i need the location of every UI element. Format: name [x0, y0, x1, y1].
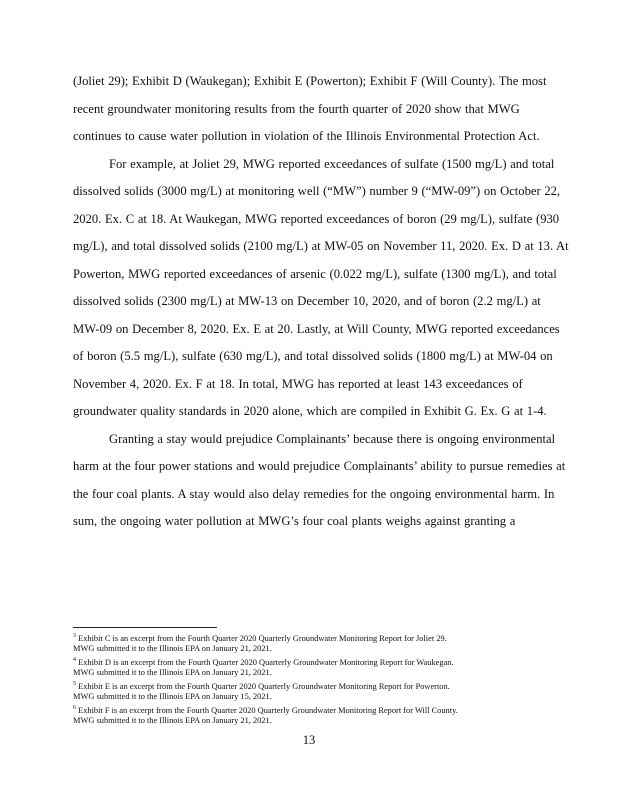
body-line: recent groundwater monitoring results from the fourth quarter of 2020 show that MWG: [73, 101, 520, 116]
footnote: [73, 679, 573, 703]
footnote-marker: 4: [73, 656, 76, 663]
body-line: dissolved solids (2300 mg/L) at MW-13 on December 10, 2020, and of boron (2.2 mg/L) at: [73, 294, 541, 308]
body-line: MW-09 on December 8, 2020. Ex. E at 20. Lastly, at Will County, MWG reported exceedances: [73, 321, 560, 336]
body-line: For example, at Joliet 29, MWG reported exceedances of sulfate (1500 mg/L) and total: [109, 156, 555, 171]
footnote-text: Exhibit D is an excerpt from the Fourth Quarter 2020 Quarterly Groundwater Monitoring Report for Waukegan.: [78, 657, 454, 667]
body-line: mg/L), and total dissolved solids (2100 mg/L) at MW-05 on November 11, 2020. Ex. D at 13. At: [73, 239, 569, 253]
footnote-line: [73, 655, 573, 668]
body-line: Granting a stay would prejudice Complainants’ because there is ongoing environmental: [109, 431, 556, 446]
footnote-text: Exhibit F is an excerpt from the Fourth Quarter 2020 Quarterly Groundwater Monitoring Report for Will County.: [78, 705, 458, 715]
body-line: November 4, 2020. Ex. F at 18. In total, MWG has reported at least 143 exceedances of: [73, 376, 523, 391]
body-line: 2020. Ex. C at 18. At Waukegan, MWG reported exceedances of boron (29 mg/L), sulfate (930: [73, 211, 560, 226]
body-line: of boron (5.5 mg/L), sulfate (630 mg/L), and total dissolved solids (1800 mg/L) at MW-04 on: [73, 349, 553, 363]
body-line: continues to cause water pollution in violation of the Illinois Environmental Protection Act.: [73, 129, 540, 143]
footnote: [73, 655, 573, 679]
footnote-line: MWG submitted it to the Illinois EPA on January 21, 2021.: [73, 668, 272, 678]
footnote-text: Exhibit E is an excerpt from the Fourth Quarter 2020 Quarterly Groundwater Monitoring Report for Powerton.: [78, 681, 450, 691]
footnote-separator: [73, 627, 217, 628]
footnote-marker: 3: [73, 633, 76, 639]
footnote-marker: 5: [73, 680, 76, 687]
footnote: [73, 703, 573, 727]
footnote-line: [73, 703, 573, 716]
footnote-line: MWG submitted it to the Illinois EPA on January 15, 2021.: [73, 692, 272, 702]
footnote-line: MWG submitted it to the Illinois EPA on January 21, 2021.: [73, 716, 272, 726]
footnote-line: [73, 631, 573, 644]
body-line: (Joliet 29); Exhibit D (Waukegan); Exhibit E (Powerton); Exhibit F (Will County). The most: [73, 74, 547, 88]
body-text: [73, 68, 595, 536]
footnote: [73, 631, 573, 655]
footnote-line: MWG submitted it to the Illinois EPA on January 21, 2021.: [73, 644, 272, 654]
footnote-line: [73, 679, 573, 692]
page-number: 13: [302, 733, 316, 747]
body-line: sum, the ongoing water pollution at MWG’s four coal plants weighs against granting a: [73, 514, 516, 528]
footnotes: [73, 631, 573, 727]
body-line: the four coal plants. A stay would also delay remedies for the ongoing environmental harm. In: [73, 486, 555, 501]
body-line: groundwater quality standards in 2020 alone, which are compiled in Exhibit G. Ex. G at 1-4.: [73, 404, 547, 418]
body-line: harm at the four power stations and would prejudice Complainants’ ability to pursue remedies at: [73, 459, 566, 473]
footnote-text: Exhibit C is an excerpt from the Fourth Quarter 2020 Quarterly Groundwater Monitoring Report for Joliet 29.: [78, 633, 447, 643]
body-line: dissolved solids (3000 mg/L) at monitoring well (“MW”) number 9 (“MW-09”) on October 22,: [73, 184, 561, 198]
body-line: Powerton, MWG reported exceedances of arsenic (0.022 mg/L), sulfate (1300 mg/L), and total: [73, 266, 557, 281]
footnote-marker: 6: [73, 704, 76, 711]
